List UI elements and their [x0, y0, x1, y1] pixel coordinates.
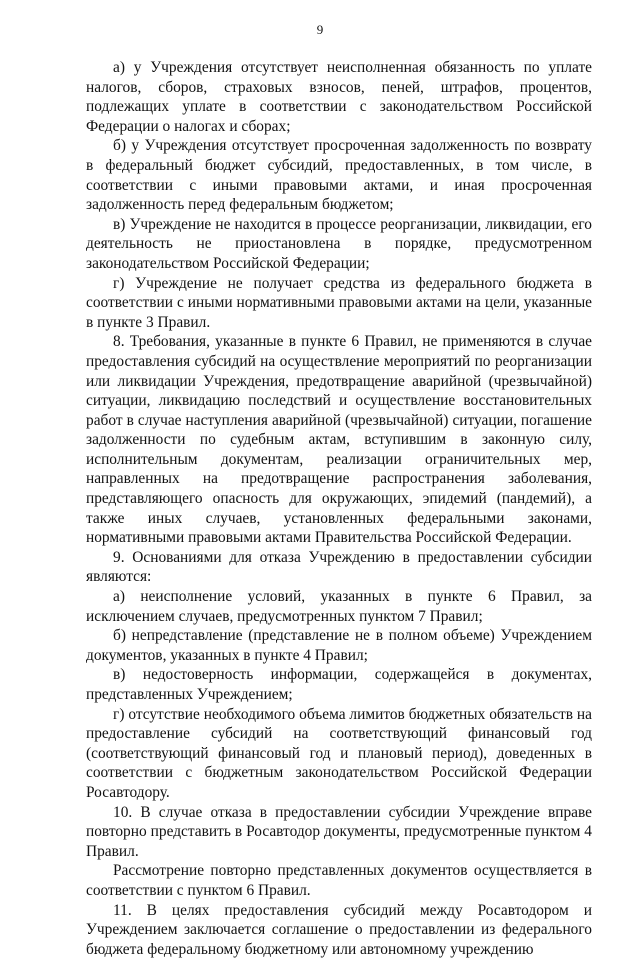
- paragraph-9v: в) недостоверность информации, содержащейся в документах, представленных Учреждением;: [86, 666, 592, 703]
- paragraph-9a: а) неисполнение условий, указанных в пункте 6 Правил, за исключением случаев, предусмотренных пунктом 7 Правил;: [86, 588, 592, 625]
- document-body: [86, 58, 592, 959]
- paragraph-9b: б) непредставление (представление не в полном объеме) Учреждением документов, указанных в пункте 4 Правил;: [86, 627, 592, 664]
- paragraph-7a: а) у Учреждения отсутствует неисполненная обязанность по уплате налогов, сборов, страховых взносов, пеней, штрафов, процентов, подлежащих уплате в соответствии с законодательством Российской Федерации о налогах и сборах;: [86, 59, 592, 135]
- paragraph-10-review: Рассмотрение повторно представленных документов осуществляется в соответствии с пунктом 6 Правил.: [86, 862, 592, 899]
- paragraph-10: 10. В случае отказа в предоставлении субсидии Учреждение вправе повторно представить в Росавтодор документы, предусмотренные пунктом 4 Правил.: [86, 803, 592, 860]
- paragraph-9: 9. Основаниями для отказа Учреждению в предоставлении субсидии являются:: [86, 548, 592, 586]
- paragraph-11: 11. В целях предоставления субсидий между Росавтодором и Учреждением заключается соглашение о предоставлении из федерального бюджета федеральному бюджетному или автономному учреждению: [86, 901, 592, 958]
- page-number: 9: [316, 22, 324, 37]
- paragraph-7g: г) Учреждение не получает средства из федерального бюджета в соответствии с иными нормативными правовыми актами на цели, указанные в пункте 3 Правил.: [86, 274, 592, 331]
- paragraph-7v: в) Учреждение не находится в процессе реорганизации, ликвидации, его деятельность не приостановлена в порядке, предусмотренном законодательством Российской Федерации;: [86, 215, 592, 272]
- paragraph-8: 8. Требования, указанные в пункте 6 Правил, не применяются в случае предоставления субсидий на осуществление мероприятий по реорганизации или ликвидации Учреждения, предотвращение аварийной (чрезвычайной) ситуации, ликвидацию последствий и осуществление восстановительных работ в случае наступления аварийной (чрезвычайной) ситуации, погашение задолженности по судебным актам, вступившим в законную силу, исполнительным документам, реализации ограничительных мер, направленных на предотвращение распространения заболевания, представляющего опасность для окружающих, эпидемий (пандемий), а также иных случаев, установленных федеральными законами, нормативными правовыми актами Правительства Российской Федерации.: [86, 333, 592, 547]
- paragraph-7b: б) у Учреждения отсутствует просроченная задолженность по возврату в федеральный бюджет субсидий, предоставленных, в том числе, в соответствии с иными правовыми актами, и иная просроченная задолженность перед федеральным бюджетом;: [86, 137, 592, 214]
- paragraph-9g: г) отсутствие необходимого объема лимитов бюджетных обязательств на предоставление субсидий на соответствующий финансовый год (соответствующий финансовый год и плановый период), доведенных в соответствии с бюджетным законодательством Российской Федерации Росавтодору.: [86, 705, 592, 801]
